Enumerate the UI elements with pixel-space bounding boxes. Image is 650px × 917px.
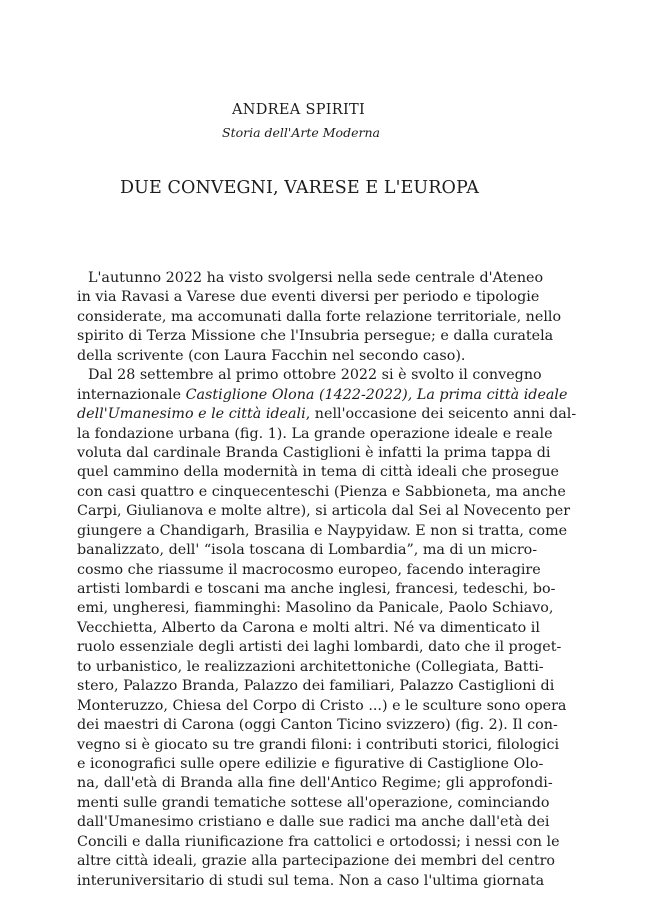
body-line xyxy=(77,813,550,832)
body-line xyxy=(77,619,540,638)
body-line xyxy=(77,638,562,657)
body-line xyxy=(77,599,554,618)
text-segment: ruolo essenziale degli artisti dei laghi lombardi, dato che il proget- xyxy=(77,639,562,656)
text-segment: Monteruzzo, Chiesa del Corpo di Cristo ...) e le sculture sono opera xyxy=(77,697,567,714)
body-line xyxy=(77,697,567,716)
body-line xyxy=(77,425,553,444)
body-line xyxy=(77,444,551,463)
body-line xyxy=(77,561,541,580)
body-line xyxy=(77,288,540,307)
text-segment: menti sulle grandi tematiche sottese all'operazione, cominciando xyxy=(77,794,550,811)
text-segment: dall'Umanesimo cristiano e dalle sue radici ma anche dall'età dei xyxy=(77,814,550,831)
body-line xyxy=(77,833,560,852)
body-line xyxy=(77,580,556,599)
body-line xyxy=(77,269,544,288)
text-segment: artisti lombardi e toscani ma anche inglesi, francesi, tedeschi, bo- xyxy=(77,581,556,597)
author-affiliation: Storia dell'Arte Moderna xyxy=(222,125,380,140)
text-segment: to urbanistico, le realizzazioni architettoniche (Collegiata, Batti- xyxy=(77,658,544,675)
body-line xyxy=(77,366,542,385)
text-segment: altre città ideali, grazie alla partecipazione dei membri del centro xyxy=(77,853,556,870)
text-segment: spirito di Terza Missione che l'Insubria persegue; e dalla curatela xyxy=(77,328,554,345)
body-line xyxy=(77,347,517,366)
text-segment: Carpi, Giulianova e molte altre), si articola dal Sei al Novecento per xyxy=(77,503,571,520)
text-segment: dei maestri di Carona (oggi Canton Ticino svizzero) (fig. 2). Il con- xyxy=(77,717,558,734)
body-line xyxy=(77,463,559,482)
text-segment: Concili e dalla riunificazione fra cattolici e ortodossi; i nessi con le xyxy=(77,833,560,850)
author-name: ANDREA SPIRITI xyxy=(232,102,366,118)
body-line xyxy=(77,736,560,755)
text-segment: considerate, ma accomunati dalla forte relazione territoriale, nello xyxy=(77,308,562,325)
text-segment: stero, Palazzo Branda, Palazzo dei familiari, Palazzo Castiglioni di xyxy=(77,678,555,695)
text-segment: na, dall'età di Branda alla fine dell'Antico Regime; gli approfondi- xyxy=(77,775,553,792)
body-line xyxy=(77,794,550,813)
body-line xyxy=(77,308,562,327)
body-line xyxy=(77,405,577,424)
text-segment: in via Ravasi a Varese due eventi diversi per periodo e tipologie xyxy=(77,289,540,306)
text-segment: interuniversitario di studi sul tema. Non a caso l'ultima giornata xyxy=(77,872,545,889)
text-segment: giungere a Chandigarh, Brasilia e Naypyidaw. E non si tratta, come xyxy=(77,522,568,539)
body-line xyxy=(77,755,544,774)
text-segment: emi, ungheresi, fiamminghi: Masolino da Panicale, Paolo Schiavo, xyxy=(77,600,554,617)
text-segment: banalizzato, dell' “isola toscana di Lombardia”, ma di un micro- xyxy=(77,542,538,559)
body-line xyxy=(77,774,553,793)
body-line xyxy=(77,677,555,696)
text-segment: internazionale xyxy=(77,386,186,403)
text-segment: Vecchietta, Alberto da Carona e molti altri. Né va dimenticato il xyxy=(77,619,540,636)
text-segment: della scrivente (con Laura Facchin nel secondo caso). xyxy=(77,347,466,364)
body-line xyxy=(77,541,538,560)
body-line xyxy=(77,327,554,346)
body-line xyxy=(77,658,544,677)
text-segment: quel cammino della modernità in tema di città ideali che prosegue xyxy=(77,464,559,481)
body-line xyxy=(77,502,571,521)
italic-text-segment: Castiglione Olona (1422-2022), La prima città ideale xyxy=(185,386,568,403)
text-segment: Dal 28 settembre al primo ottobre 2022 si è svolto il convegno xyxy=(88,367,542,384)
italic-text-segment: dell'Umanesimo e le città ideali xyxy=(77,406,306,423)
body-line xyxy=(77,716,558,735)
text-segment: voluta dal cardinale Branda Castiglioni è infatti la prima tappa di xyxy=(77,444,551,461)
body-line xyxy=(77,522,568,541)
text-segment: L'autunno 2022 ha visto svolgersi nella sede centrale d'Ateneo xyxy=(88,270,544,286)
text-segment: la fondazione urbana (fig. 1). La grande operazione ideale e reale xyxy=(77,425,553,442)
body-line xyxy=(77,852,556,871)
article-title: DUE CONVEGNI, VARESE E L'EUROPA xyxy=(120,178,479,198)
article-body xyxy=(77,269,577,891)
text-segment: con casi quattro e cinquecenteschi (Pienza e Sabbioneta, ma anche xyxy=(77,483,566,500)
body-line xyxy=(77,386,568,405)
body-line xyxy=(77,872,545,891)
body-line xyxy=(77,483,566,502)
text-segment: , nell'occasione dei seicento anni dal- xyxy=(305,406,577,423)
text-segment: vegno si è giocato su tre grandi filoni: i contributi storici, filologici xyxy=(77,736,560,753)
text-segment: e iconografici sulle opere edilizie e figurative di Castiglione Olo- xyxy=(77,755,544,772)
text-segment: cosmo che riassume il macrocosmo europeo, facendo interagire xyxy=(77,561,541,578)
